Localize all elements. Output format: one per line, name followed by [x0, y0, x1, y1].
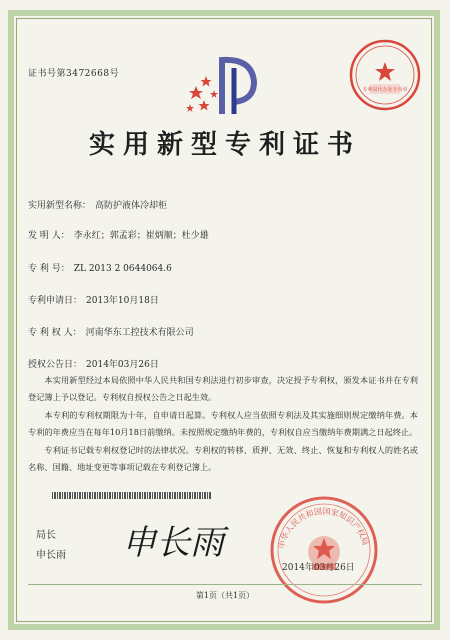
patent-office-logo — [182, 50, 270, 120]
field-value: ZL 2013 2 0644064.6 — [73, 264, 172, 274]
field-label: 授权公告日： — [28, 360, 83, 370]
barcode — [52, 492, 212, 499]
footer-divider — [28, 584, 422, 585]
svg-text:中华人民共和国国家知识产权局: 中华人民共和国国家知识产权局 — [277, 506, 370, 550]
field-label: 专 利 权 人： — [28, 328, 82, 338]
seal-date: 2014年03月26日 — [282, 563, 355, 573]
field-patent-number — [28, 261, 172, 274]
director-signature — [118, 510, 238, 570]
body-paragraph: 专利证书记载专利权登记时的法律状况。专利权的转移、质押、无效、终止、恢复和专利权人的姓名或名称、国籍、地址变更等事项记载在专利登记簿上。 — [28, 444, 418, 473]
field-inventors — [28, 228, 209, 241]
svg-text:申长雨: 申长雨 — [122, 523, 224, 563]
field-value: 河南华东工控技术有限公司 — [85, 328, 194, 338]
field-patentee — [28, 325, 194, 338]
field-label: 发 明 人： — [28, 231, 70, 241]
field-label: 专利申请日： — [28, 296, 83, 306]
field-value: 李永红；郭孟彩；崔炳顺；杜少雄 — [73, 231, 209, 241]
logo-stars-icon — [186, 76, 218, 112]
field-label: 实用新型名称： — [28, 201, 92, 211]
svg-text:专利局代办处专用章: 专利局代办处专用章 — [362, 87, 408, 93]
field-value: 高防护液体冷却柜 — [95, 201, 168, 211]
field-name — [28, 198, 167, 211]
agency-seal-icon — [348, 38, 422, 112]
director-title: 局长 — [36, 530, 56, 541]
field-grant-date — [28, 357, 159, 370]
page-number: 第1页（共1页） — [195, 591, 255, 600]
field-label: 专 利 号： — [28, 264, 70, 274]
body-paragraph: 本专利的专利权期限为十年，自申请日起算。专利权人应当依照专利法及其实施细则规定缴纳年费。本专利的年费应当在每年10月18日前缴纳。未按照规定缴纳年费的，专利权自应当缴纳年费期满之日起终止。 — [28, 409, 418, 438]
director-name: 申长雨 — [36, 550, 66, 561]
field-value: 2013年10月18日 — [86, 296, 159, 306]
certificate-body — [28, 372, 418, 476]
body-paragraph: 本实用新型经过本局依照中华人民共和国专利法进行初步审查，决定授予专利权，颁发本证书并在专利登记簿上予以登记。专利权自授权公告之日起生效。 — [28, 375, 418, 403]
certificate-number: 证书号第3472668号 — [28, 69, 120, 79]
field-value: 2014年03月26日 — [86, 360, 159, 370]
field-filing-date — [28, 293, 159, 306]
certificate-title: 实用新型专利证书 — [88, 130, 361, 160]
